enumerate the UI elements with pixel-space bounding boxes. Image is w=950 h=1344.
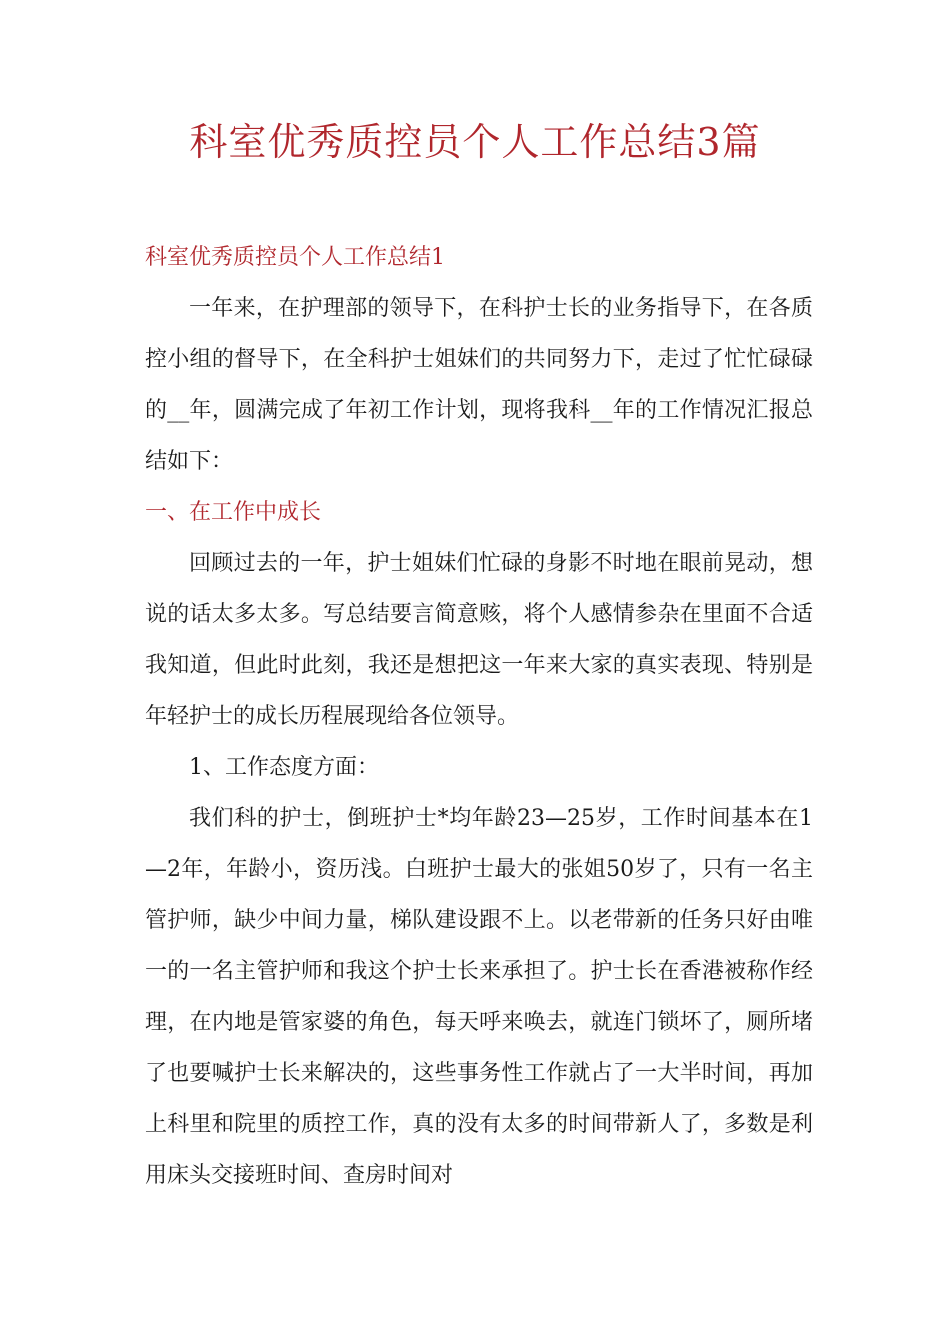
body-paragraph: 我们科的护士，倒班护士*均年龄23—25岁，工作时间基本在1—2年，年龄小，资历浅。白班护士最大的张姐50岁了，只有一名主管护师，缺少中间力量，梯队建设跟不上。以老带新的任务只好由唯一的一名主管护师和我这个护士长来承担了。护士长在香港被称作经理，在内地是管家婆的角色，每天呼来唤去，就连门锁坏了，厕所堵了也要喊护士长来解决的，这些事务性工作就占了一大半时间，再加上科里和院里的质控工作，真的没有太多的时间带新人了，多数是利用床头交接班时间、查房时间对	[145, 806, 813, 1188]
section-heading: 一、在工作中成长	[145, 500, 322, 525]
section-heading: 科室优秀质控员个人工作总结1	[145, 245, 445, 270]
body-paragraph: 一年来，在护理部的领导下，在科护士长的业务指导下，在各质控小组的督导下，在全科护士姐妹们的共同努力下，走过了忙忙碌碌的__年，圆满完成了年初工作计划，现将我科__年的工作情况汇报总结如下：	[145, 296, 813, 474]
subsection-heading: 1、工作态度方面：	[189, 755, 379, 780]
body-paragraph: 回顾过去的一年，护士姐妹们忙碌的身影不时地在眼前晃动，想说的话太多太多。写总结要言简意赅，将个人感情参杂在里面不合适我知道，但此时此刻，我还是想把这一年来大家的真实表现、特别是年轻护士的成长历程展现给各位领导。	[145, 551, 813, 729]
document-title: 科室优秀质控员个人工作总结3篇	[189, 120, 761, 164]
document-body	[145, 232, 813, 1201]
